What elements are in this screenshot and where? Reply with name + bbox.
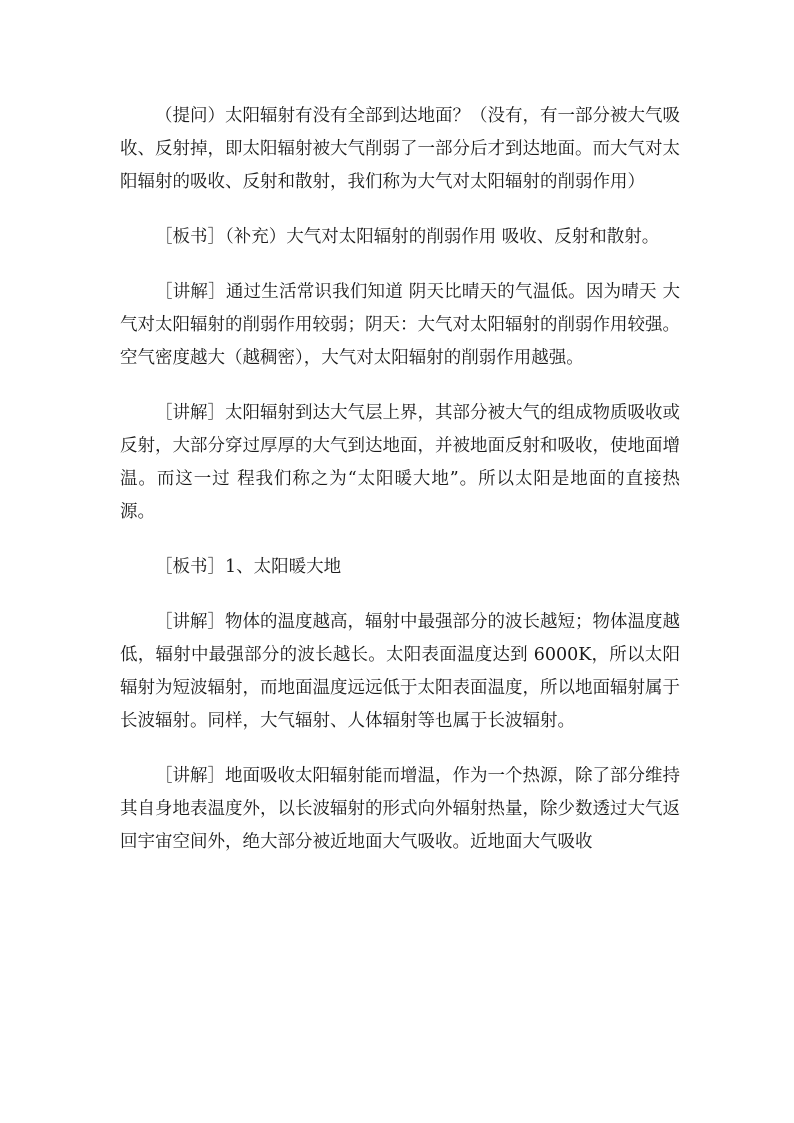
paragraph-question: （提问）太阳辐射有没有全部到达地面？（没有，有一部分被大气吸收、反射掉，即太阳辐射被大气削弱了一部分后才到达地面。而大气对太阳辐射的吸收、反射和散射，我们称为大气对太阳辐射的削弱作用）: [120, 106, 680, 192]
paragraph-explanation-ground-radiation: ［讲解］地面吸收太阳辐射能而增温，作为一个热源，除了部分维持其自身地表温度外，以长波辐射的形式向外辐射热量，除少数透过大气返回宇宙空间外，绝大部分被近地面大气吸收。近地面大气吸收: [120, 766, 680, 852]
paragraph-explanation-weather: ［讲解］通过生活常识我们知道 阴天比晴天的气温低。因为晴天 大气对太阳辐射的削弱作用较弱；阴天：大气对太阳辐射的削弱作用较强。空气密度越大（越稠密），大气对太阳辐射的削弱作用越强。: [120, 282, 680, 368]
paragraph-board-note-sun-warms-earth: ［板书］1、太阳暖大地: [155, 557, 342, 577]
paragraph-explanation-wavelength: ［讲解］物体的温度越高，辐射中最强部分的波长越短；物体温度越低，辐射中最强部分的波长越长。太阳表面温度达到 6000K，所以太阳辐射为短波辐射，而地面温度远远低于太阳表面温度，所以地面辐射属于长波辐射。同样，大气辐射、人体辐射等也属于长波辐射。: [120, 612, 680, 731]
document-body: [120, 100, 680, 881]
paragraph-board-note-supplement: ［板书］（补充）大气对太阳辐射的削弱作用 吸收、反射和散射。: [155, 227, 660, 247]
paragraph-explanation-solar-radiation: ［讲解］太阳辐射到达大气层上界，其部分被大气的组成物质吸收或反射，大部分穿过厚厚的大气到达地面，并被地面反射和吸收，使地面增温。而这一过 程我们称之为“太阳暖大地”。所以太阳是地面的直接热源。: [120, 403, 680, 522]
